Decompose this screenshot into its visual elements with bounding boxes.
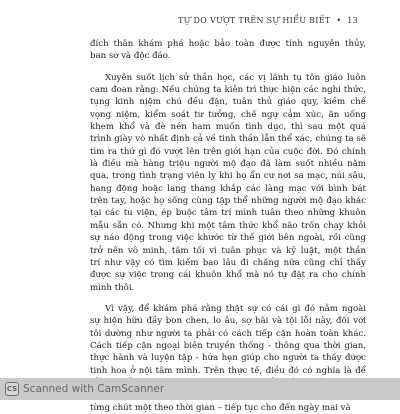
text-line: Vì vậy, để khám phá rằng thật sự có cái gì đó nằm ngoài bbox=[105, 303, 366, 314]
text-line: sự hiện hữu đầy bon chen, lo âu, sợ hãi và tội lỗi này, đối với bbox=[90, 316, 366, 327]
page-number: 13 bbox=[347, 16, 358, 25]
text-line: tụng kinh niệm chú đều đặn, tuân thủ giáo quy, kiềm chế bbox=[90, 97, 366, 108]
text-line: khem khổ và đè nén ham muốn tình dục, thì sau một quá bbox=[90, 122, 366, 133]
paragraph bbox=[90, 38, 366, 63]
text-line: mẫu sẵn có. Nhưng khi một tâm thức khổ não trốn chạy khỏi bbox=[90, 220, 366, 231]
text-line: ban sơ và độc đáo. bbox=[90, 51, 171, 62]
running-head-title: TỰ DO VƯỢT TRÊN SỰ HIỂU BIẾT bbox=[178, 16, 331, 25]
text-line: trên tay, hoặc họ sống cùng tập thể những người mộ đạo khác bbox=[90, 196, 366, 207]
text-line: tại các tu viện, ép buộc tâm trí mình tuân theo những khuôn bbox=[90, 208, 366, 219]
paragraph bbox=[90, 72, 366, 294]
camscanner-logo-text: CS bbox=[6, 385, 18, 393]
text-line: thực hành và luyện tập - hứa hẹn giúp cho người ta thấy được bbox=[90, 353, 366, 364]
text-line: đích thân khám phá hoặc bảo toàn được tính nguyên thủy, bbox=[90, 39, 366, 49]
text-line: Cách tiếp cận ngoại biên truyền thống - thông qua thời gian, bbox=[90, 340, 366, 351]
text-line: vọng niệm, kiểm soát tư tưởng, chế ngự cảm xúc, ăn uống bbox=[90, 109, 366, 120]
body-text bbox=[90, 38, 366, 414]
paragraph-gap bbox=[90, 63, 366, 72]
text-line: tinh hoa ở nội tâm mình. Trên thực tế, điều đó có nghĩa là để bbox=[90, 365, 366, 376]
text-line: mình thôi. bbox=[90, 282, 135, 293]
text-line: hang động hoặc lang thang khắp các làng mạc với bình bát bbox=[90, 183, 366, 194]
text-line: từng chút một theo thời gian – tiếp tục cho đến ngày mai và bbox=[90, 402, 351, 413]
text-line: được sự việc trong cái khuôn khổ mà nó tự đặt ra cho chính bbox=[90, 270, 366, 281]
text-line: cam đoan rằng: Nếu chúng ta kiên trì thực hiện các nghi thức, bbox=[90, 85, 366, 96]
text-line: tôi dường như người ta phải có cách tiếp cận hoàn toàn khác. bbox=[90, 328, 366, 339]
text-line: sự náo động trong việc khước từ thế giới bên ngoài, rồi cũng bbox=[90, 233, 366, 244]
text-line: tìm ra thứ gì đó vượt lên trên giới hạn của cuộc đời. Đó chính bbox=[90, 146, 366, 157]
text-line: là điều mà hàng triệu người mộ đạo đã làm suốt nhiều năm bbox=[90, 159, 366, 170]
text-line: trở nên vô minh, tâm tối vì tuân phục và kỷ luật, một thần bbox=[90, 245, 366, 256]
camscanner-logo-icon bbox=[5, 382, 19, 396]
running-head bbox=[178, 16, 358, 25]
paragraph-gap bbox=[90, 294, 366, 303]
camscanner-watermark-bar bbox=[0, 378, 400, 400]
camscanner-watermark-text: Scanned with CamScanner bbox=[23, 383, 165, 395]
running-head-separator: • bbox=[336, 16, 342, 25]
text-line: Xuyên suốt lịch sử thần học, các vị lãnh tụ tôn giáo luôn bbox=[105, 72, 366, 83]
text-line: trình giày vò nhất định cả về tinh thần lẫn thể xác, chúng ta sẽ bbox=[90, 134, 366, 145]
text-line: trí như vậy có tìm kiếm bao lâu đi chăng nữa cũng chỉ thấy bbox=[90, 257, 366, 268]
text-line: qua, trong tình trạng viên ly khi họ ẩn cư nơi sa mạc, núi sâu, bbox=[90, 171, 366, 182]
